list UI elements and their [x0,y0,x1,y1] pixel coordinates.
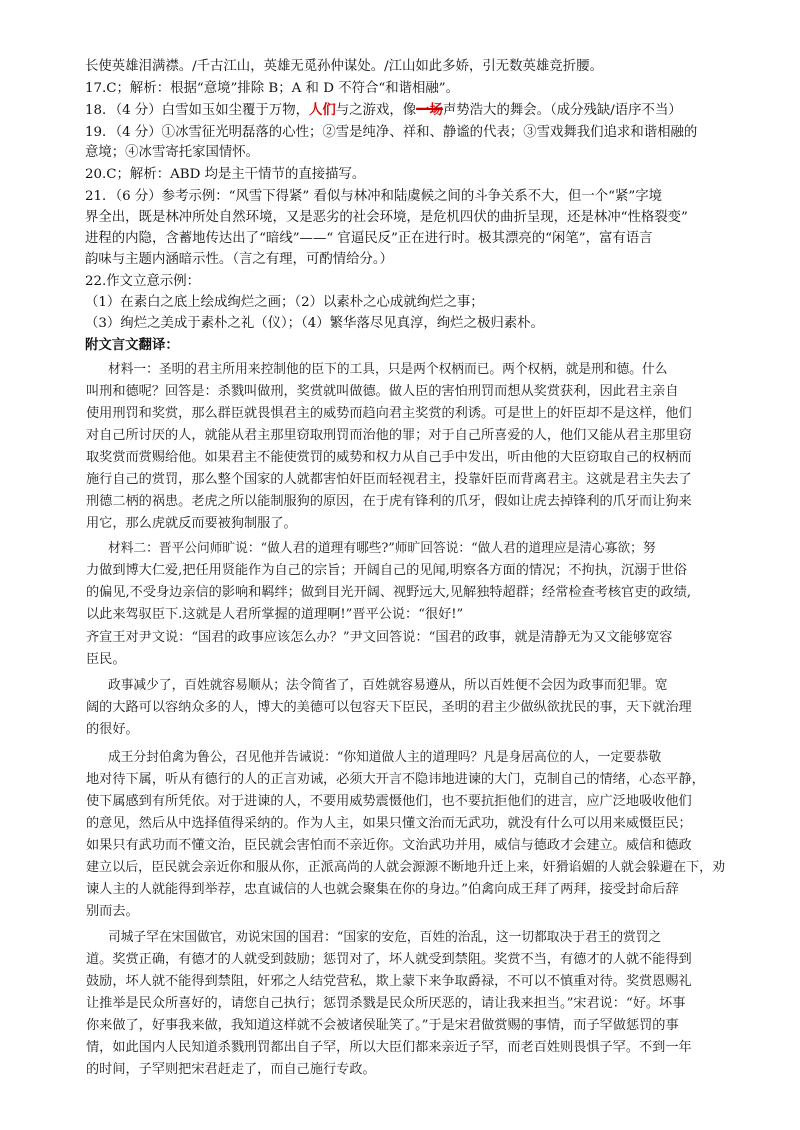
material-1-line: 用它，那么虎就反而要被狗制服了。 [86,516,297,531]
chengwang-line: 地对待下属，听从有德行的人的正言劝诫，必须大开言不隐讳地进谏的大门，克制自己的情绪，心态平静， [86,772,705,787]
material-1-line: 取奖赏而赏赐给他。如果君主不能使赏罚的威势和权力从自己手中发出，听由他的大臣窃取自己的权柄而 [86,450,692,465]
poem-answer-line: 长使英雄泪满襟。/千古江山，英雄无觅孙仲谋处。/江山如此多娇，引无数英雄竞折腰。 [85,59,603,74]
material-2-line: 的偏见,不受身边亲信的影响和羁绊；做到目光开阔、视野远大,见解独特超群；经常检查考核官吏的政绩, [86,585,692,600]
answer-17: 17.C；解析：根据“意境”排除 B；A 和 D 不符合“和谐相融”。 [85,81,460,96]
answer-18-red-word-1: 人们 [308,102,336,118]
answer-18-middle: 与之游戏，像 [335,103,417,118]
chengwang-line: 的意见，然后从中选择值得采纳的。作为人主，如果只懂文治而无武功，就没有什么可以用来威慑臣民； [86,816,692,831]
answer-21-line-2: 界全出，既是林冲所处自然环境，又是恶劣的社会环境，是危机四伏的曲折呈现，还是林冲“性格裂变” [85,210,688,225]
chengwang-line: 如果只有武功而不懂文治，臣民就会害怕而不亲近你。文治武功并用，威信与德政才会建立。威信和德政 [86,838,692,853]
answer-20: 20.C；解析：ABD 均是主干情节的直接描写。 [85,167,366,182]
material-1-line: 对自己所讨厌的人，就能从君主那里窃取刑罚而治他的罪；对于自己所喜爱的人，他们又能从君主那里窃 [86,428,692,443]
zhengshi-line: 政事减少了，百姓就容易顺从；法令简省了，百姓就容易遵从，所以百姓便不会因为政事而犯罪。宽 [108,678,668,693]
sicheng-zihan-line: 道。奖赏正确，有德才的人就受到鼓励；惩罚对了，坏人就受到禁阻。奖赏不当，有德才的人就不能得到 [86,952,692,967]
chengwang-line: 成王分封伯禽为鲁公，召见他并告诫说：“你知道做人主的道理吗？凡是身居高位的人，一定要恭敬 [108,750,662,765]
answer-19-line-2: 意境；④冰雪寄托家国情怀。 [85,145,260,160]
sicheng-zihan-line: 司城子罕在宋国做官，劝说宋国的国君：“国家的安危，百姓的治乱，这一切都取决于君王的赏罚之 [108,930,662,945]
answer-22-title: 22.作文立意示例： [85,274,201,289]
sicheng-zihan-line: 你来做了，好事我来做，我知道这样就不会被诸侯耻笑了。”于是宋君做赏赐的事情，而子罕做惩罚的事 [86,1018,679,1033]
answer-22-line-2: （3）绚烂之美成于素朴之礼（仪）；（4）繁华落尽见真淳，绚烂之极归素朴。 [85,316,544,331]
zhengshi-line: 阔的大路可以容纳众多的人，博大的美德可以包容天下臣民，圣明的君主少做纵欲扰民的事，天下就治理 [86,700,692,715]
chengwang-line: 建立以后，臣民就会亲近你和服从你，正派高尚的人就会源源不断地升迁上来，奸猾谄媚的人就会躲避在下，劝 [86,860,726,875]
sicheng-zihan-line: 的时间，子罕则把宋君赶走了，而自己施行专政。 [86,1062,376,1077]
material-2-line: 材料二：晋平公问师旷说：“做人君的道理有哪些?”师旷回答说：“做人君的道理应是清心寡欲；努 [108,541,656,556]
sicheng-zihan-line: 鼓励，坏人就不能得到禁阻，奸邪之人结党营私，欺上蒙下来争取爵禄，不可以不慎重对待。奖赏恩赐礼 [86,974,692,989]
translation-heading: 附文言文翻译： [85,337,179,353]
answer-18-red-word-2: 一场 [416,102,443,118]
answer-21-line-4: 韵味与主题内涵暗示性。（言之有理，可酌情给分。） [85,252,393,267]
material-1-line: 使用刑罚和奖赏，那么群臣就畏惧君主的威势而趋向君主奖赏的利诱。可是世上的奸臣却不是这样，他们 [86,406,692,421]
chengwang-line: 使下属感到有所凭依。对于进谏的人，不要用威势震慑他们，也不要抗拒他们的进言，应广泛地吸收他们 [86,794,692,809]
sicheng-zihan-line: 让推举是民众所喜好的，请您自己执行；惩罚杀戮是民众所厌恶的，请让我来担当。”宋君说：“好。坏事 [86,996,686,1011]
answer-21-line-3: 进程的内隐，含蓄地传达出了“暗线”——“ 官逼民反”正在进行时。极其漂亮的“闲笔”，富有语言 [85,231,653,246]
zhengshi-line: 的很好。 [86,722,139,737]
material-1-line: 刑德二柄的祸患。老虎之所以能制服狗的原因，在于虎有锋利的爪牙，假如让虎去掉锋利的爪牙而让狗来 [86,494,692,509]
qi-xuanwang-line-1: 齐宣王对尹文说：“国君的政事应该怎么办？”尹文回答说：“国君的政事，就是清静无为又文能够宽容 [86,630,673,645]
material-2-line: 力做到博大仁爱,把任用贤能作为自己的宗旨；开阔自己的见闻,明察各方面的情况；不拘执，沉溺于世俗 [86,563,687,578]
material-1-line: 施行自己的赏罚，那么整个国家的人就都害怕奸臣而轻视君主，投靠奸臣而背离君主。这就是君主失去了 [86,472,692,487]
answer-19-line-1: 19．（4 分）①冰雪征光明磊落的心性；②雪是纯净、祥和、静谧的代表；③雪戏舞我们追求和谐相融的 [85,125,698,140]
answer-21-line-1: 21．（6 分）参考示例：“风雪下得紧” 看似与林冲和陆虞候之间的斗争关系不大，但一个“紧”字境 [85,189,662,204]
sicheng-zihan-line: 情，如此国内人民知道杀戮刑罚都出自子罕，所以大臣们都来亲近子罕，而老百姓则畏惧子罕。不到一年 [86,1040,692,1055]
material-1-line: 材料一：圣明的君主所用来控制他的臣下的工具，只是两个权柄而已。两个权柄，就是刑和德。什么 [108,362,668,377]
qi-xuanwang-line-2: 臣民。 [86,652,126,667]
chengwang-line: 别而去。 [86,904,139,919]
material-2-line: 以此来驾驭臣下.这就是人君所掌握的道理啊!”晋平公说：“很好!” [86,607,464,622]
answer-18-suffix: 声势浩大的舞会。（成分残缺/语序不当） [442,103,682,118]
material-1-line: 叫刑和德呢？回答是：杀戮叫做刑，奖赏就叫做德。做人臣的害怕刑罚而想从奖赏获利，因此君主亲自 [86,384,679,399]
answer-22-line-1: （1）在素白之底上绘成绚烂之画；（2）以素朴之心成就绚烂之事； [85,295,484,310]
answer-18 [85,101,725,120]
answer-18-prefix: 18．（4 分）白雪如玉如尘覆于万物， [85,103,309,118]
chengwang-line: 谏人主的人就能得到举荐，忠直诚信的人也就会聚集在你的身边。”伯禽向成王拜了两拜，接受封命后辞 [86,882,679,897]
